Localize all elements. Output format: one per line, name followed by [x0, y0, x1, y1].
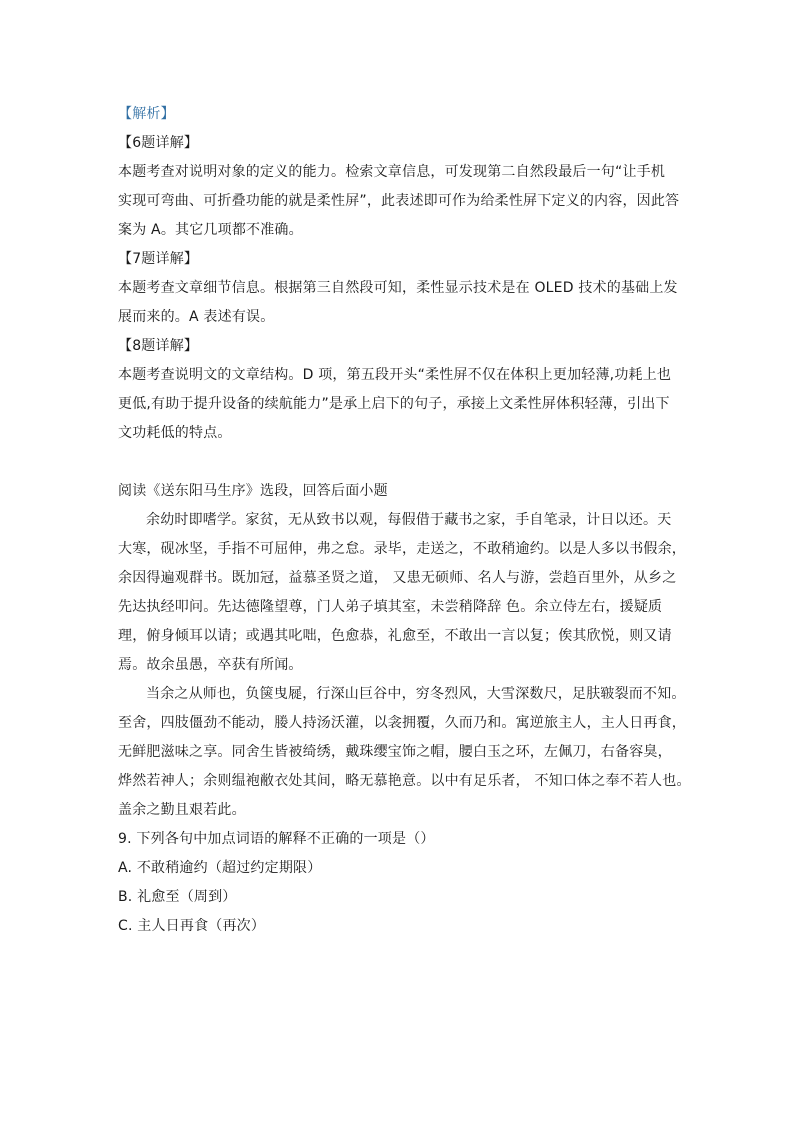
reading-intro: 阅读《送东阳马生序》选段，回答后面小题 [118, 483, 388, 499]
passage-line: 无鲜肥滋味之享。同舍生皆被绮绣，戴珠缨宝饰之帽，腰白玉之环，左佩刀，右备容臭， [118, 744, 672, 760]
question-9-option-c: C. 主人日再食（再次） [118, 918, 266, 934]
passage-line: 焉。故余虽愚，卒获有所闻。 [118, 657, 303, 673]
analysis-label: 【解析】 [118, 106, 175, 122]
q7-line: 本题考查文章细节信息。根据第三自然段可知，柔性显示技术是在 OLED 技术的基础上发 [118, 280, 678, 296]
q8-line: 更低,有助于提升设备的续航能力”是承上启下的句子，承接上文柔性屏体积轻薄，引出下 [118, 396, 670, 412]
question-9-option-b: B. 礼愈至（周到） [118, 889, 237, 905]
passage-line: 盖余之勤且艰若此。 [118, 802, 246, 818]
q6-heading: 【6题详解】 [118, 135, 199, 151]
passage-line: 余幼时即嗜学。家贫，无从致书以观，每假借于藏书之家，手自笔录，计日以还。天 [146, 512, 672, 528]
document-content [118, 100, 698, 941]
question-9-stem: 9. 下列各句中加点词语的解释不正确的一项是（） [118, 831, 435, 847]
passage-line: 先达执经叩问。先达德隆望尊，门人弟子填其室，未尝稍降辞 色。余立侍左右，援疑质 [118, 599, 663, 615]
question-9-option-a: A. 不敢稍逾约（超过约定期限） [118, 860, 322, 876]
q8-line: 文功耗低的特点。 [118, 425, 232, 441]
q8-heading: 【8题详解】 [118, 338, 199, 354]
q7-heading: 【7题详解】 [118, 251, 199, 267]
passage-line: 大寒，砚冰坚，手指不可屈伸，弗之怠。录毕，走送之，不敢稍逾约。以是人多以书假余， [118, 541, 686, 557]
q6-line: 案为 A。其它几项都不准确。 [118, 222, 303, 238]
passage-line: 烨然若神人；余则缊袍敝衣处其间，略无慕艳意。以中有足乐者， 不知口体之奉不若人也。 [118, 773, 691, 789]
q7-line: 展而来的。A 表述有误。 [118, 309, 275, 325]
q6-line: 本题考查对说明对象的定义的能力。检索文章信息，可发现第二自然段最后一句“让手机 [118, 164, 666, 180]
q8-line: 本题考查说明文的文章结构。D 项，第五段开头“柔性屏不仅在体积上更加轻薄,功耗上也 [118, 367, 672, 383]
section-gap [118, 448, 698, 477]
passage-line: 理，俯身倾耳以请；或遇其叱咄，色愈恭，礼愈至，不敢出一言以复；俟其欣悦，则又请 [118, 628, 672, 644]
passage-line: 至舍，四肢僵劲不能动，媵人持汤沃灌，以衾拥覆，久而乃和。寓逆旅主人，主人日再食， [118, 715, 686, 731]
q6-line: 实现可弯曲、可折叠功能的就是柔性屏”，此表述即可作为给柔性屏下定义的内容，因此答 [118, 193, 680, 209]
passage-line: 余因得遍观群书。既加冠，益慕圣贤之道， 又患无硕师、名人与游，尝趋百里外，从乡之 [118, 570, 677, 586]
passage-line: 当余之从师也，负箧曳屣，行深山巨谷中，穷冬烈风，大雪深数尺，足肤皲裂而不知。 [146, 686, 686, 702]
